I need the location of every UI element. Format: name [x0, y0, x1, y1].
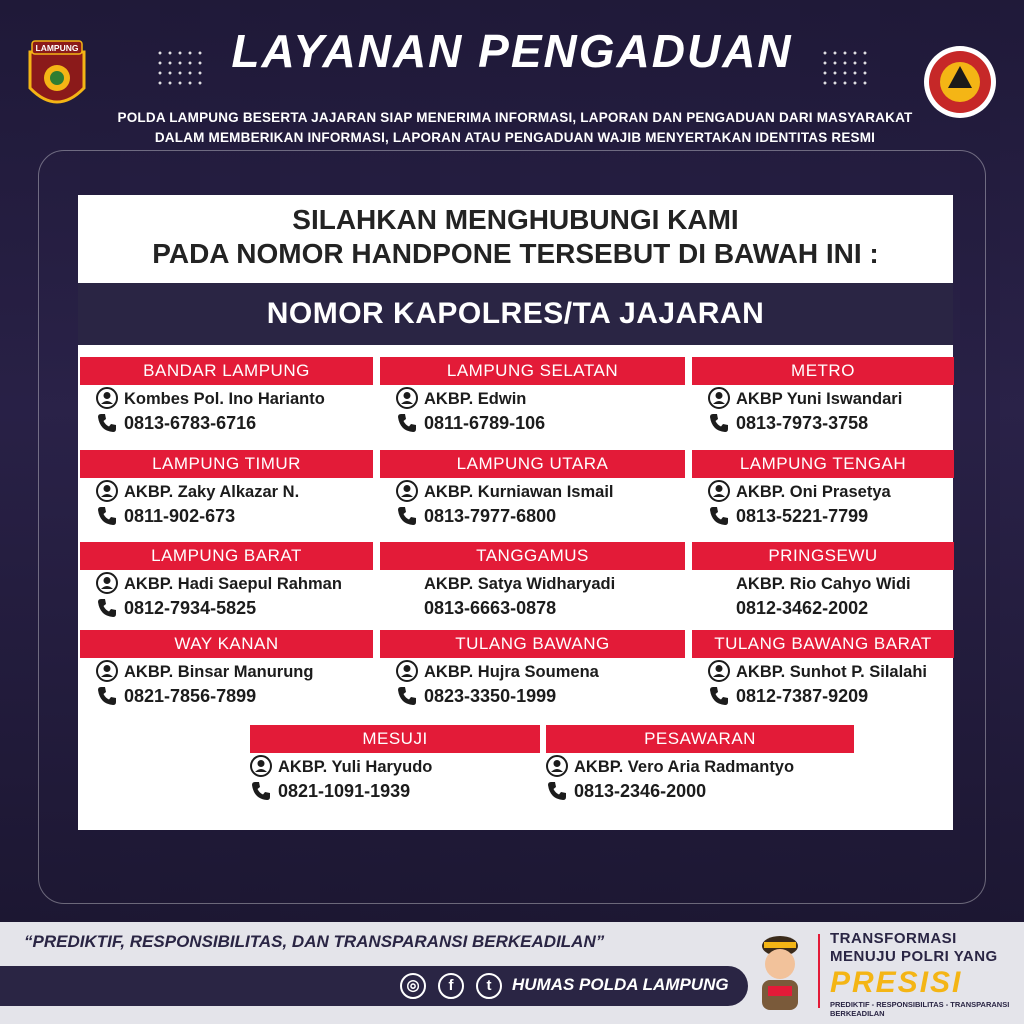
- region-label: WAY KANAN: [80, 630, 373, 658]
- phone-row[interactable]: [396, 596, 556, 620]
- phone-number[interactable]: 0813-5221-7799: [736, 506, 869, 526]
- contact-card: [250, 725, 540, 805]
- officer-name: AKBP. Satya Widharyadi: [424, 575, 616, 593]
- person-icon: [96, 387, 118, 409]
- phone-icon: [96, 412, 118, 434]
- officer-name: AKBP. Binsar Manurung: [124, 663, 314, 681]
- region-label: TULANG BAWANG BARAT: [692, 630, 954, 658]
- officer-row: [396, 480, 614, 504]
- panel-heading-line-2: PADA NOMOR HANDPONE TERSEBUT DI BAWAH INI :: [152, 238, 879, 269]
- contact-card: [380, 450, 685, 530]
- phone-icon: [96, 505, 118, 527]
- officer-name: AKBP. Zaky Alkazar N.: [124, 483, 300, 501]
- officer-name: AKBP. Vero Aria Radmantyo: [574, 758, 795, 776]
- phone-number[interactable]: 0813-6663-0878: [424, 598, 557, 618]
- contact-card: [692, 630, 954, 710]
- contact-card: [380, 542, 685, 622]
- phone-icon: [708, 505, 730, 527]
- phone-row[interactable]: [708, 504, 868, 528]
- panel-heading-line-1: SILAHKAN MENGHUBUNGI KAMI: [292, 204, 739, 235]
- phone-icon: [250, 780, 272, 802]
- person-icon: [708, 387, 730, 409]
- officer-row: [96, 572, 342, 596]
- phone-icon: [96, 597, 118, 619]
- phone-row[interactable]: [396, 684, 556, 708]
- contact-card: [380, 630, 685, 710]
- region-label: PRINGSEWU: [692, 542, 954, 570]
- phone-number[interactable]: 0813-2346-2000: [574, 781, 707, 801]
- footer-divider: [818, 934, 820, 1008]
- officer-name: AKBP. Yuli Haryudo: [278, 758, 433, 776]
- phone-row[interactable]: [546, 779, 706, 803]
- person-icon: [396, 480, 418, 502]
- facebook-icon[interactable]: f: [438, 973, 464, 999]
- person-icon: [96, 660, 118, 682]
- phone-number[interactable]: 0811-6789-106: [424, 413, 546, 433]
- region-label: LAMPUNG SELATAN: [380, 357, 685, 385]
- region-label: PESAWARAN: [546, 725, 854, 753]
- instagram-icon[interactable]: ◎: [400, 973, 426, 999]
- region-label: BANDAR LAMPUNG: [80, 357, 373, 385]
- person-icon: [96, 572, 118, 594]
- presisi-tagline: PREDIKTIF - RESPONSIBILITAS - TRANSPARANSI BERKEADILAN: [830, 1000, 1010, 1018]
- phone-number[interactable]: 0812-7387-9209: [736, 686, 869, 706]
- phone-row[interactable]: [396, 411, 545, 435]
- person-icon: [96, 480, 118, 502]
- region-label: LAMPUNG UTARA: [380, 450, 685, 478]
- region-label: TANGGAMUS: [380, 542, 685, 570]
- officer-row: [96, 480, 299, 504]
- humas-label: HUMAS POLDA LAMPUNG: [512, 975, 729, 994]
- officer-name: AKBP. Rio Cahyo Widi: [736, 575, 911, 593]
- contact-card: [80, 542, 373, 622]
- phone-number[interactable]: 0812-3462-2002: [736, 598, 869, 618]
- officer-row: [96, 660, 313, 684]
- person-icon: [708, 480, 730, 502]
- phone-number[interactable]: 0821-1091-1939: [278, 781, 411, 801]
- phone-row[interactable]: [250, 779, 410, 803]
- officer-row: [708, 480, 891, 504]
- officer-name: AKBP. Edwin: [424, 390, 527, 408]
- person-icon: [708, 660, 730, 682]
- phone-icon: [546, 780, 568, 802]
- region-label: MESUJI: [250, 725, 540, 753]
- officer-name: AKBP. Hadi Saepul Rahman: [124, 575, 342, 593]
- phone-row[interactable]: [708, 684, 868, 708]
- phone-row[interactable]: [96, 504, 235, 528]
- page-title: LAYANAN PENGADUAN: [231, 25, 793, 77]
- svg-text:LAMPUNG: LAMPUNG: [35, 43, 79, 53]
- subtitle-line-1: POLDA LAMPUNG BESERTA JAJARAN SIAP MENERIMA INFORMASI, LAPORAN DAN PENGADUAN DARI MASYARAKAT: [117, 110, 913, 125]
- twitter-icon[interactable]: t: [476, 973, 502, 999]
- phone-number[interactable]: 0813-6783-6716: [124, 413, 257, 433]
- contact-card: [380, 357, 685, 437]
- officer-name: Kombes Pol. Ino Harianto: [124, 390, 325, 408]
- person-icon: [250, 755, 272, 777]
- region-label: TULANG BAWANG: [380, 630, 685, 658]
- officer-row: [708, 572, 911, 596]
- officer-name: AKBP. Kurniawan Ismail: [424, 483, 614, 501]
- phone-icon: [396, 685, 418, 707]
- presisi-logo-text: PRESISI: [830, 966, 963, 999]
- phone-number[interactable]: 0813-7977-6800: [424, 506, 557, 526]
- region-label: LAMPUNG BARAT: [80, 542, 373, 570]
- officer-row: [96, 387, 325, 411]
- person-icon: [396, 387, 418, 409]
- officer-row: [546, 755, 794, 779]
- phone-number[interactable]: 0823-3350-1999: [424, 686, 557, 706]
- officer-row: [708, 387, 902, 411]
- officer-row: [396, 660, 599, 684]
- phone-icon: [96, 685, 118, 707]
- region-label: LAMPUNG TIMUR: [80, 450, 373, 478]
- phone-number[interactable]: 0811-902-673: [124, 506, 236, 526]
- phone-row[interactable]: [96, 596, 256, 620]
- phone-icon: [396, 412, 418, 434]
- region-label: METRO: [692, 357, 954, 385]
- phone-row[interactable]: [396, 504, 556, 528]
- officer-name: AKBP Yuni Iswandari: [736, 390, 903, 408]
- contact-card: [692, 542, 954, 622]
- phone-row[interactable]: [708, 411, 868, 435]
- phone-icon: [708, 685, 730, 707]
- officer-name: AKBP. Oni Prasetya: [736, 483, 891, 501]
- officer-row: [396, 572, 615, 596]
- phone-number[interactable]: 0821-7856-7899: [124, 686, 257, 706]
- officer-name: AKBP. Sunhot P. Silalahi: [736, 663, 928, 681]
- phone-number[interactable]: 0812-7934-5825: [124, 598, 257, 618]
- subtitle-line-2: DALAM MEMBERIKAN INFORMASI, LAPORAN ATAU PENGADUAN WAJIB MENYERTAKAN IDENTITAS RESMI: [154, 130, 876, 145]
- contact-card: [692, 357, 954, 437]
- transformasi-line-1: TRANSFORMASI: [830, 930, 957, 947]
- phone-icon: [708, 412, 730, 434]
- person-icon: [546, 755, 568, 777]
- contact-card: [80, 450, 373, 530]
- panel-heading: [78, 195, 953, 283]
- contact-card: [546, 725, 854, 805]
- contact-card: [692, 450, 954, 530]
- phone-row[interactable]: [96, 411, 256, 435]
- slogan: “PREDIKTIF, RESPONSIBILITAS, DAN TRANSPARANSI BERKEADILAN”: [24, 932, 605, 951]
- phone-icon: [396, 505, 418, 527]
- officer-row: [250, 755, 432, 779]
- person-icon: [396, 660, 418, 682]
- transformasi-line-2: MENUJU POLRI YANG: [830, 948, 998, 965]
- officer-row: [396, 387, 526, 411]
- contact-card: [80, 357, 373, 437]
- phone-number[interactable]: 0813-7973-3758: [736, 413, 869, 433]
- region-label: LAMPUNG TENGAH: [692, 450, 954, 478]
- officer-row: [708, 660, 927, 684]
- phone-row[interactable]: [96, 684, 256, 708]
- section-title: NOMOR KAPOLRES/TA JAJARAN: [78, 283, 953, 345]
- contact-card: [80, 630, 373, 710]
- police-mascot-image: [752, 930, 808, 1014]
- officer-name: AKBP. Hujra Soumena: [424, 663, 599, 681]
- phone-row[interactable]: [708, 596, 868, 620]
